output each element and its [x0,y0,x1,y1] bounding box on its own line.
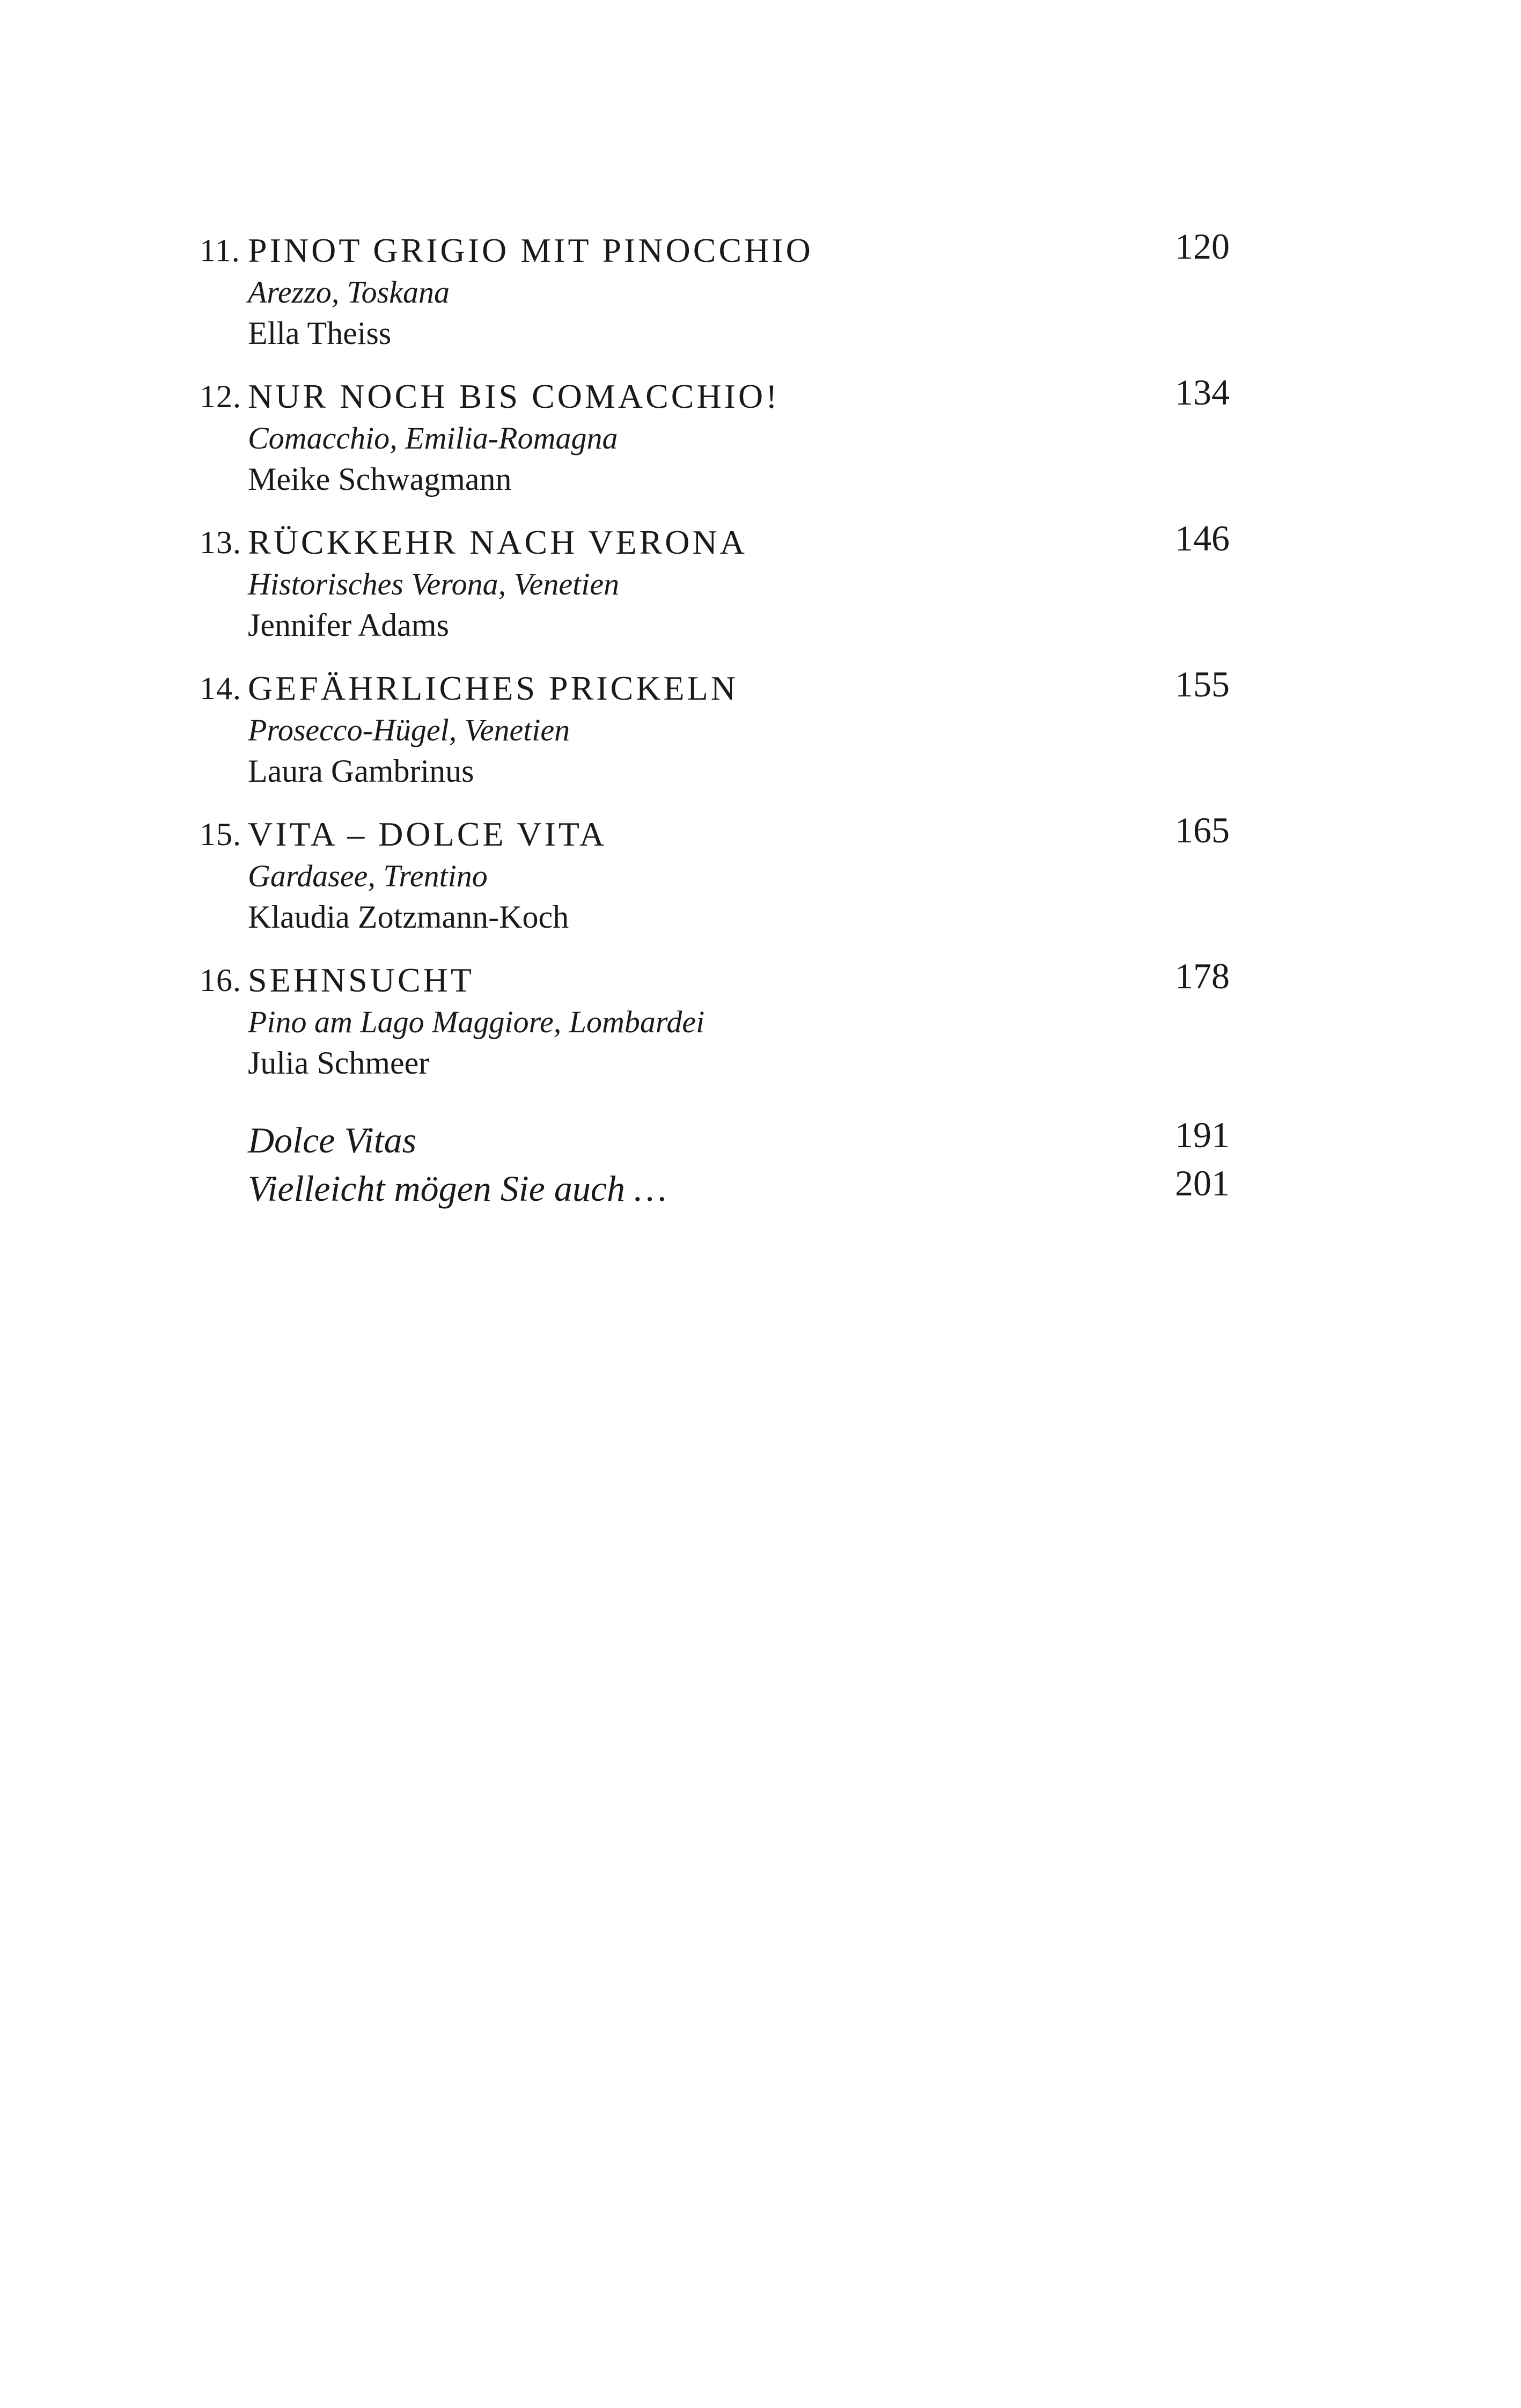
chapter-location: Gardasee, Trentino [248,858,488,893]
chapter-title: SEHNSUCHT [248,961,474,999]
chapter-title: PINOT GRIGIO MIT PINOCCHIO [248,231,813,269]
page-number: 178 [1175,956,1230,996]
appendix-title: Dolce Vitas [248,1120,417,1161]
page-number: 120 [1175,226,1230,267]
chapter-number: 15. [200,817,241,852]
toc-entry [200,666,1230,812]
chapter-number: 11. [200,233,240,268]
toc-entry [200,228,1230,374]
page-number: 201 [1175,1163,1230,1203]
chapter-author: Meike Schwagmann [248,461,512,497]
chapter-number: 12. [200,379,241,414]
toc-entry-heading [200,520,1230,565]
toc-entry-heading [200,812,1230,857]
toc-entry [200,958,1230,1104]
chapter-author: Klaudia Zotzmann-Koch [248,899,569,935]
toc-entry-heading [200,228,1230,273]
chapter-number: 16. [200,963,241,998]
toc-entry-heading [200,666,1230,711]
page-number: 155 [1175,664,1230,704]
appendix-entry [200,1164,1230,1213]
page-number: 146 [1175,518,1230,559]
toc-entry-heading [200,374,1230,419]
chapter-number: 14. [200,671,241,706]
toc-appendix [200,1116,1230,1213]
chapter-location: Comacchio, Emilia-Romagna [248,421,618,456]
chapter-author: Ella Theiss [248,315,392,351]
toc-entry [200,520,1230,666]
chapter-number: 13. [200,525,241,560]
table-of-contents [200,228,1230,1104]
appendix-entry [200,1116,1230,1164]
chapter-location: Arezzo, Toskana [248,275,450,310]
chapter-title: GEFÄHRLICHES PRICKELN [248,669,738,707]
page-number: 191 [1175,1114,1230,1155]
toc-entry-heading [200,958,1230,1003]
chapter-author: Julia Schmeer [248,1045,430,1081]
page-number: 134 [1175,372,1230,413]
chapter-location: Prosecco-Hügel, Venetien [248,713,570,747]
chapter-location: Pino am Lago Maggiore, Lombardei [248,1004,705,1039]
chapter-author: Jennifer Adams [248,607,449,643]
chapter-location: Historisches Verona, Venetien [248,567,620,601]
toc-entry [200,374,1230,520]
page-number: 165 [1175,810,1230,850]
toc-entry [200,812,1230,958]
chapter-title: VITA – DOLCE VITA [248,815,607,853]
chapter-title: RÜCKKEHR NACH VERONA [248,523,747,561]
chapter-title: NUR NOCH BIS COMACCHIO! [248,377,780,415]
appendix-title: Vielleicht mögen Sie auch … [248,1168,667,1209]
chapter-author: Laura Gambrinus [248,753,474,789]
